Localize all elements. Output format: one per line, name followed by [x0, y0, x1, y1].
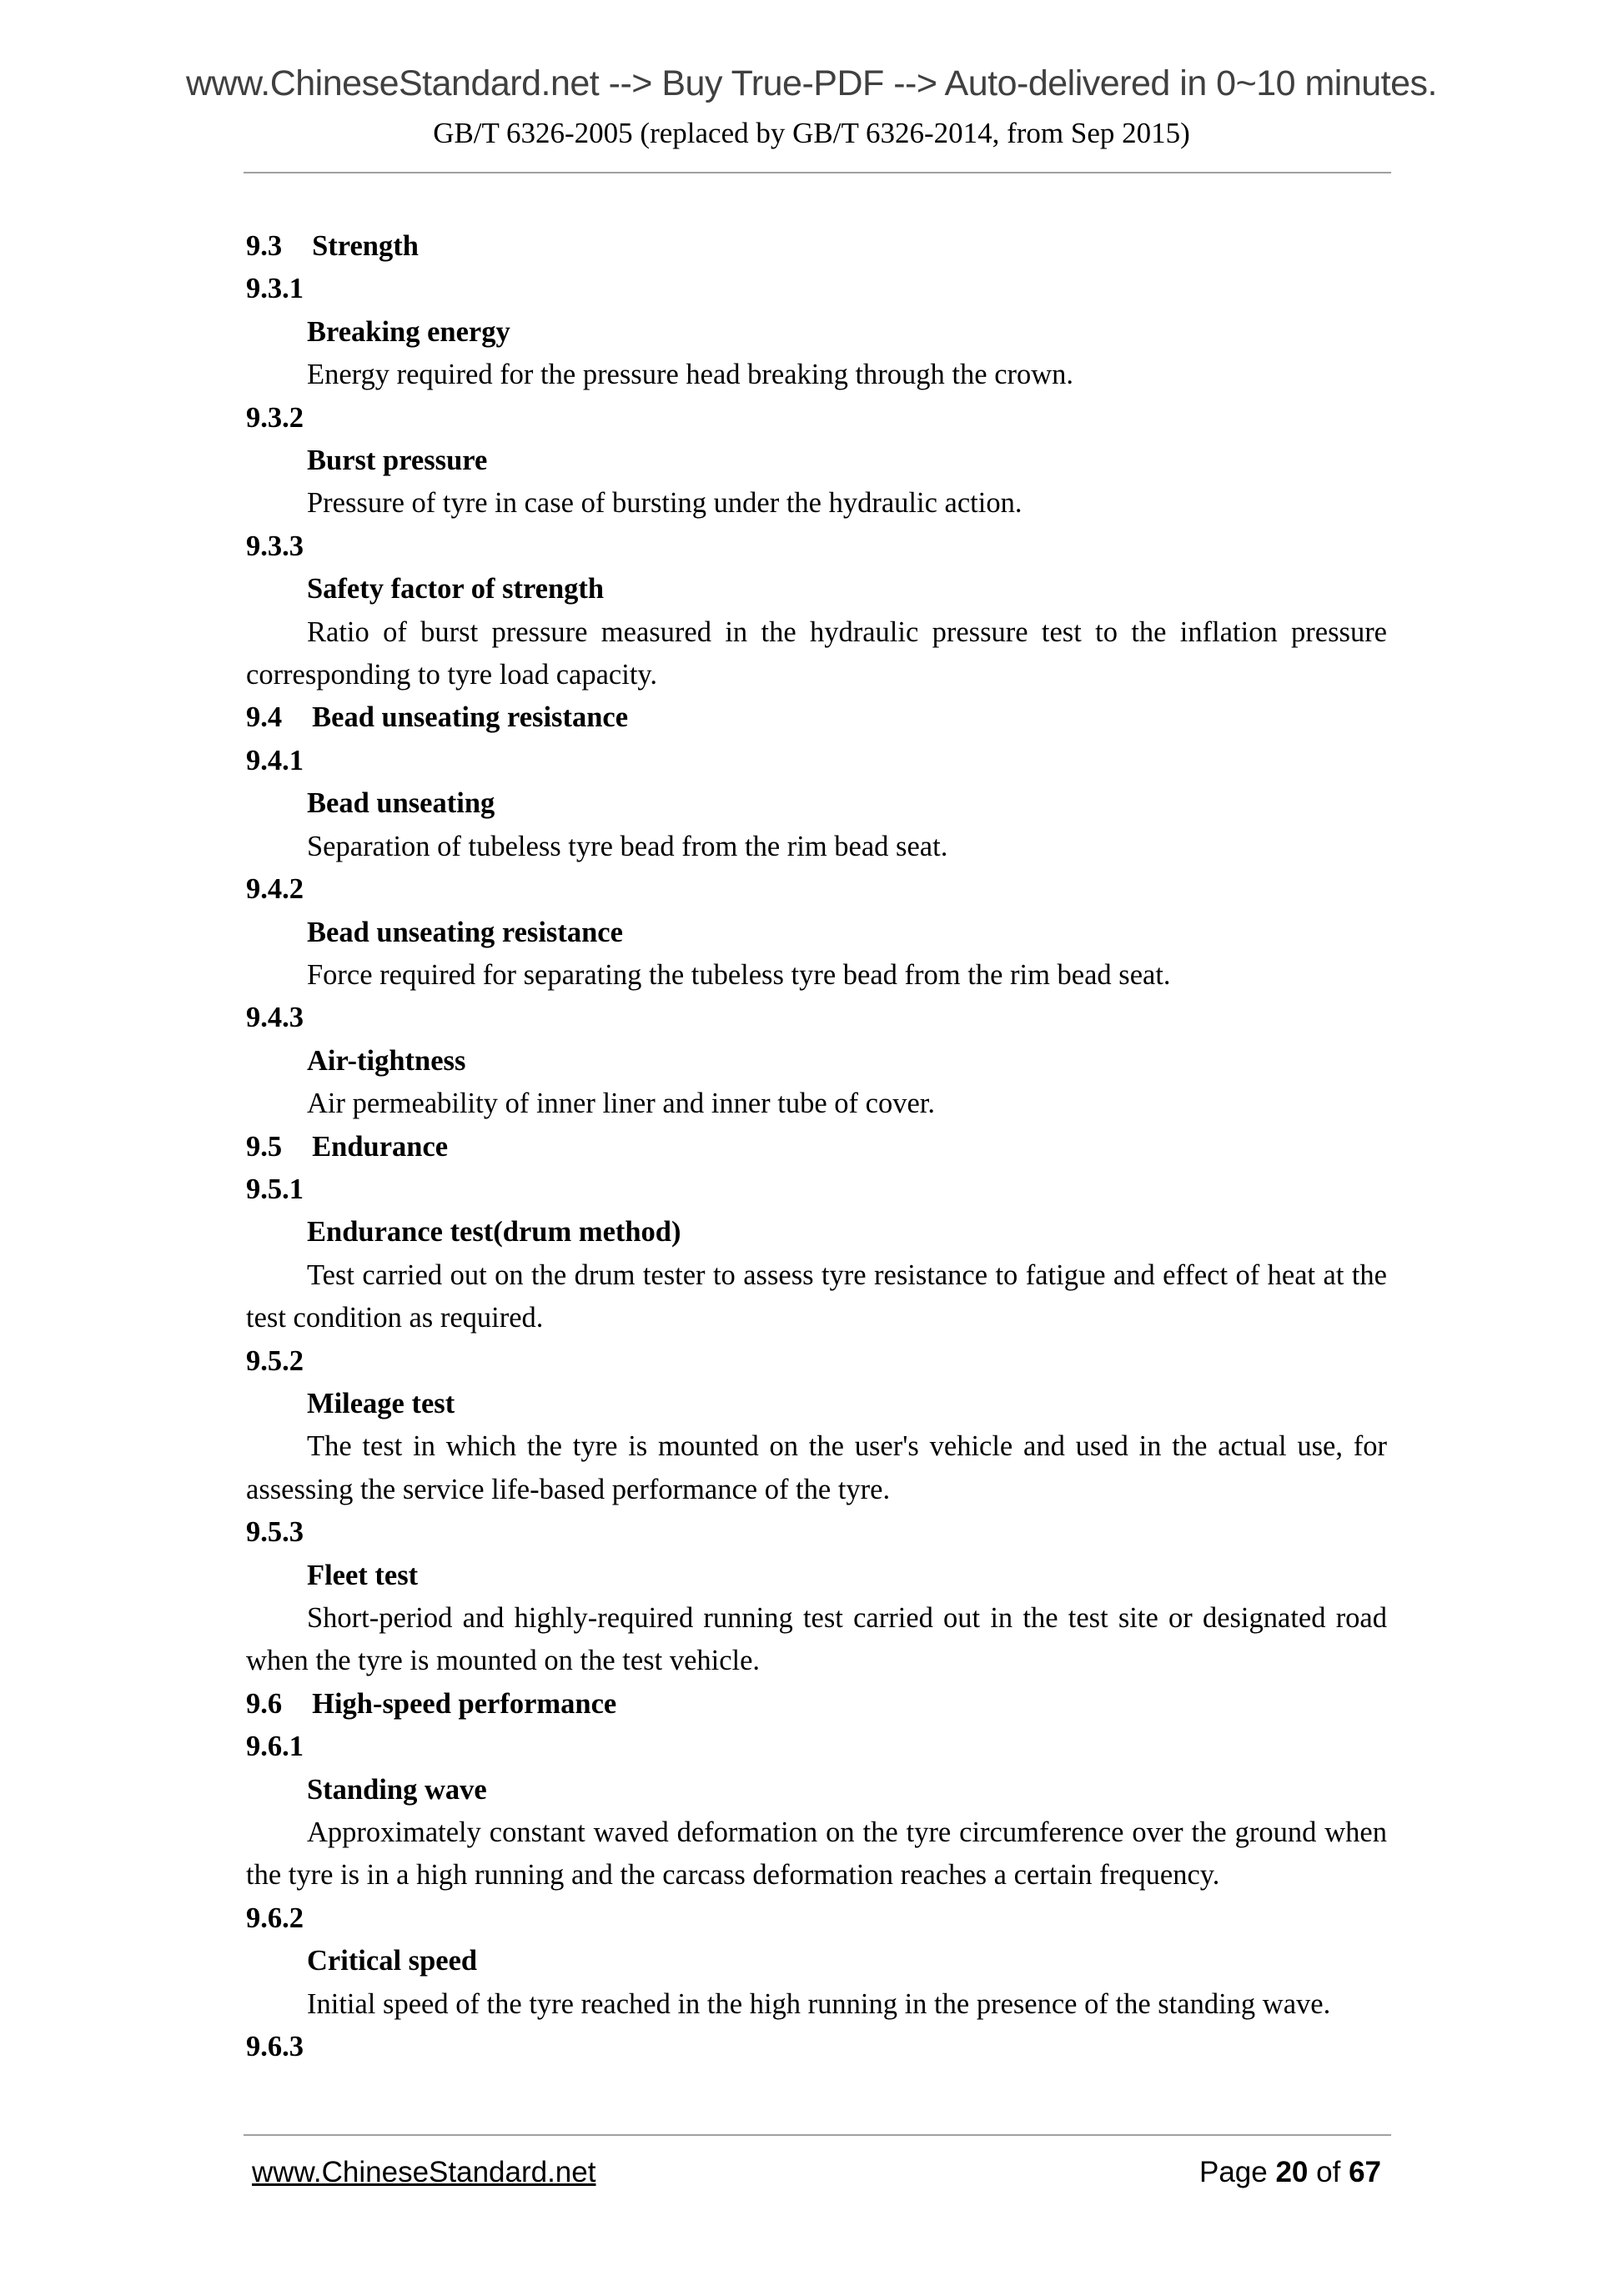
section-title: Bead unseating resistance: [312, 701, 629, 734]
clause-number: 9.3.1: [246, 273, 304, 305]
page-number: [1199, 2156, 1381, 2189]
section-title: High-speed performance: [312, 1687, 617, 1720]
section-heading: [246, 1683, 1387, 1726]
term-heading: Fleet test: [307, 1559, 419, 1591]
section-title: Endurance: [312, 1130, 449, 1163]
term-definition: The test in which the tyre is mounted on the user's vehicle and used in the actual use, for assessing the service life-based performance of the tyre.: [246, 1430, 1387, 1505]
section-number: 9.6: [246, 1687, 283, 1720]
term-definition: Test carried out on the drum tester to assess tyre resistance to fatigue and effect of heat at the test condition as required.: [246, 1259, 1387, 1334]
term-definition: Approximately constant waved deformation on the tyre circumference over the ground when the tyre is in a high running and the carcass deformation reaches a certain frequency.: [246, 1816, 1387, 1892]
of-word: of: [1316, 2156, 1341, 2188]
term-definition: Pressure of tyre in case of bursting under the hydraulic action.: [307, 487, 1023, 520]
term-definition: Force required for separating the tubeless tyre bead from the rim bead seat.: [307, 958, 1171, 991]
clause-number: 9.5.1: [246, 1173, 304, 1205]
term-heading: Standing wave: [307, 1773, 487, 1806]
page-total: 67: [1349, 2156, 1381, 2188]
page-current: 20: [1275, 2156, 1309, 2188]
clause-number: 9.6.1: [246, 1731, 304, 1763]
term-definition: Separation of tubeless tyre bead from the rim bead seat.: [307, 830, 948, 862]
document-body: [246, 225, 1387, 2068]
term-heading: Endurance test(drum method): [307, 1216, 681, 1248]
clause-number: 9.5.2: [246, 1344, 304, 1377]
section-heading: [246, 1126, 1387, 1168]
section-heading: [246, 696, 1387, 739]
section-number: 9.3: [246, 230, 283, 262]
term-definition: Initial speed of the tyre reached in the high running in the presence of the standing wave.: [307, 1987, 1331, 2020]
section-number: 9.5: [246, 1130, 283, 1163]
footer-site-link[interactable]: www.ChineseStandard.net: [252, 2156, 596, 2188]
clause-number: 9.3.3: [246, 530, 304, 562]
term-definition: Short-period and highly-required running test carried out in the test site or designated road when the tyre is mounted on the test vehicle.: [246, 1602, 1387, 1677]
clause-number: 9.6.2: [246, 1902, 304, 1934]
term-heading: Air-tightness: [307, 1044, 466, 1077]
standard-title: GB/T 6326-2005 (replaced by GB/T 6326-2014, from Sep 2015): [433, 117, 1190, 149]
header-divider: [244, 172, 1391, 173]
site-banner: www.ChineseStandard.net --> Buy True-PDF --> Auto-delivered in 0~10 minutes.: [185, 63, 1437, 103]
term-heading: Mileage test: [307, 1387, 455, 1419]
clause-number: 9.5.3: [246, 1516, 304, 1549]
clause-number: 9.4.3: [246, 1002, 304, 1034]
section-title: Strength: [312, 230, 419, 262]
term-heading: Breaking energy: [307, 315, 510, 348]
term-heading: Safety factor of strength: [307, 573, 605, 605]
page-word: Page: [1198, 2156, 1268, 2188]
term-heading: Critical speed: [307, 1945, 478, 1977]
term-heading: Bead unseating: [307, 787, 495, 820]
section-number: 9.4: [246, 701, 283, 734]
term-definition: Ratio of burst pressure measured in the hydraulic pressure test to the inflation pressure corresponding to tyre load capacity.: [246, 615, 1387, 691]
footer-divider: [244, 2134, 1391, 2136]
section-heading: [246, 225, 1387, 268]
term-definition: Energy required for the pressure head breaking through the crown.: [307, 359, 1074, 391]
term-heading: Burst pressure: [307, 445, 488, 477]
term-heading: Bead unseating resistance: [307, 916, 623, 948]
term-definition: Air permeability of inner liner and inner tube of cover.: [307, 1088, 935, 1120]
clause-number: 9.4.2: [246, 873, 304, 906]
clause-number: 9.3.2: [246, 401, 304, 434]
clause-number: 9.4.1: [246, 744, 304, 776]
clause-number: 9.6.3: [246, 2031, 304, 2063]
